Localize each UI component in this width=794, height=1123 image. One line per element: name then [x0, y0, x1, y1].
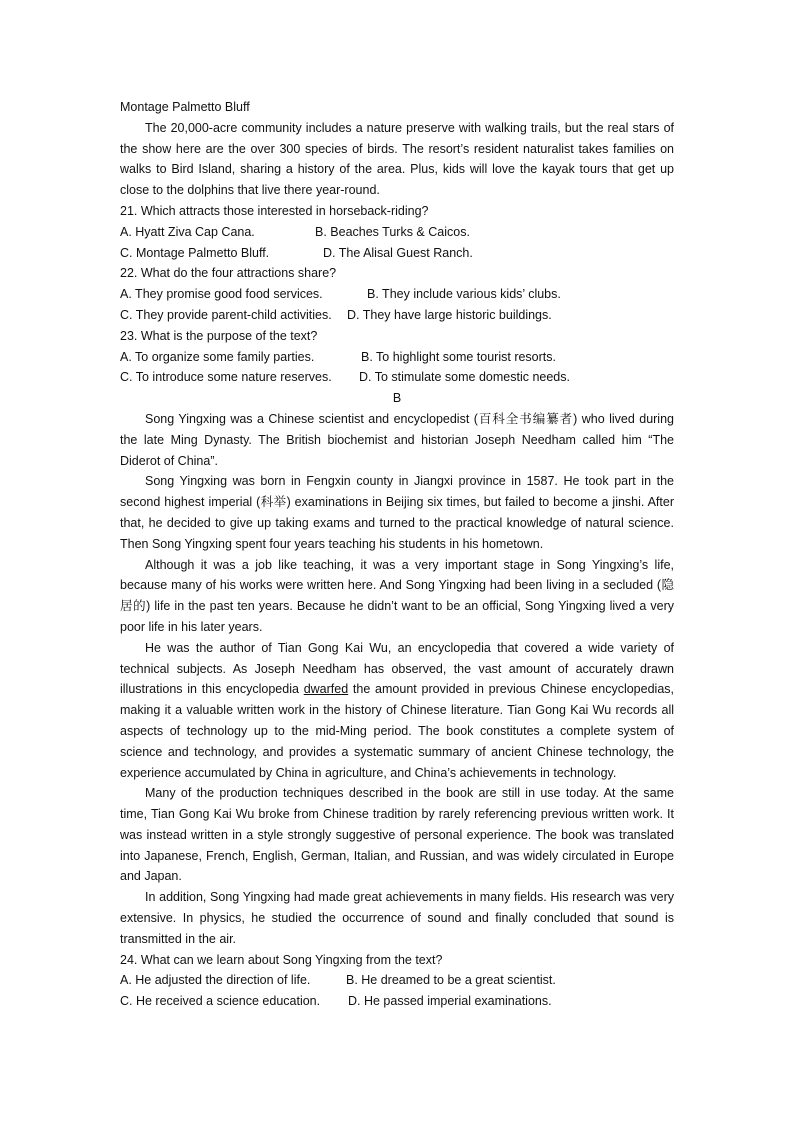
question-stem: 21. Which attracts those interested in horseback-riding? [120, 203, 429, 218]
option: D. They have large historic buildings. [347, 307, 552, 322]
passage-title: Montage Palmetto Bluff [120, 100, 250, 114]
question-stem: 22. What do the four attractions share? [120, 266, 337, 281]
option: A. They promise good food services. [120, 287, 323, 302]
option-row [120, 991, 674, 1012]
option-row [120, 222, 674, 243]
option: A. He adjusted the direction of life. [120, 973, 311, 988]
passage-paragraph: The 20,000-acre community includes a nature preserve with walking trails, but the real stars of the show here are the over 300 species of birds. The resort’s resident naturalist takes families on walks to Bird Island, sharing a history of the area. Plus, kids will love the kayak tours that get up close to the dolphins that live there year-round. [120, 120, 674, 198]
option: D. The Alisal Guest Ranch. [323, 245, 473, 260]
option: C. They provide parent-child activities. [120, 307, 332, 322]
option: A. To organize some family parties. [120, 349, 315, 364]
option-row [120, 347, 674, 368]
exam-page [120, 97, 674, 1012]
option: C. He received a science education. [120, 994, 321, 1009]
option: B. Beaches Turks & Caicos. [315, 224, 470, 239]
passage-paragraph: Song Yingxing was a Chinese scientist and encyclopedist (百科全书编纂者) who lived during the late Ming Dynasty. The British biochemist and historian Joseph Needham called him “The Diderot of China”. [120, 411, 674, 468]
underlined-word: dwarfed [303, 682, 349, 697]
option-row [120, 243, 674, 264]
option: C. Montage Palmetto Bluff. [120, 245, 270, 260]
option: B. They include various kids’ clubs. [367, 287, 561, 302]
option-row [120, 305, 674, 326]
option: B. He dreamed to be a great scientist. [346, 973, 556, 988]
option-row [120, 367, 674, 388]
option: C. To introduce some nature reserves. [120, 370, 332, 385]
passage-paragraph [120, 638, 674, 784]
option: B. To highlight some tourist resorts. [361, 349, 556, 364]
option: A. Hyatt Ziva Cap Cana. [120, 224, 255, 239]
option-row [120, 970, 674, 991]
option: D. He passed imperial examinations. [348, 994, 552, 1009]
question-stem: 23. What is the purpose of the text? [120, 328, 318, 343]
option: D. To stimulate some domestic needs. [359, 370, 570, 385]
passage-paragraph: Song Yingxing was born in Fengxin county in Jiangxi province in 1587. He took part in the second highest imperial (科举) examinations in Beijing six times, but failed to become a jinshi. After that, he decided to give up taking exams and turned to the practical knowledge of natural science. Then Song Yingxing spent four years teaching his students in his hometown. [120, 474, 674, 551]
paragraph-text: the amount provided in previous Chinese encyclopedias, making it a valuable written work in the history of Chinese literature. Tian Gong Kai Wu records all aspects of technology up to the mid-Ming period. The book constitutes a complete system of science and technology, and provides a systematic summary of ancient Chinese technology, the experience accumulated by China in agriculture, and China’s achievements in technology. [120, 682, 674, 780]
question-stem: 24. What can we learn about Song Yingxing from the text? [120, 952, 443, 967]
passage-paragraph: In addition, Song Yingxing had made great achievements in many fields. His research was very extensive. In physics, he studied the occurrence of sound and finally concluded that sound is transmitted in the air. [120, 890, 674, 946]
paragraph-text: He was the author of Tian Gong Kai Wu, an encyclopedia that covered a wide variety of technical subjects. As Joseph Needham has observed, the vast amount of accurately drawn illustrations in this encyclopedia [120, 640, 674, 697]
option-row [120, 284, 674, 305]
section-heading: B [392, 391, 402, 406]
passage-paragraph: Many of the production techniques described in the book are still in use today. At the same time, Tian Gong Kai Wu broke from Chinese tradition by rarely referencing previous written work. It was instead written in a style strongly suggestive of personal experience. The book was translated into Japanese, French, English, German, Italian, and Russian, and was widely circulated in Europe and Japan. [120, 786, 674, 884]
passage-paragraph: Although it was a job like teaching, it was a very important stage in Song Yingxing’s life, because many of his works were written here. And Song Yingxing had been living in a secluded (隐居的) life in the past ten years. Because he didn’t want to be an official, Song Yingxing lived a very poor life in his later years. [120, 557, 674, 634]
